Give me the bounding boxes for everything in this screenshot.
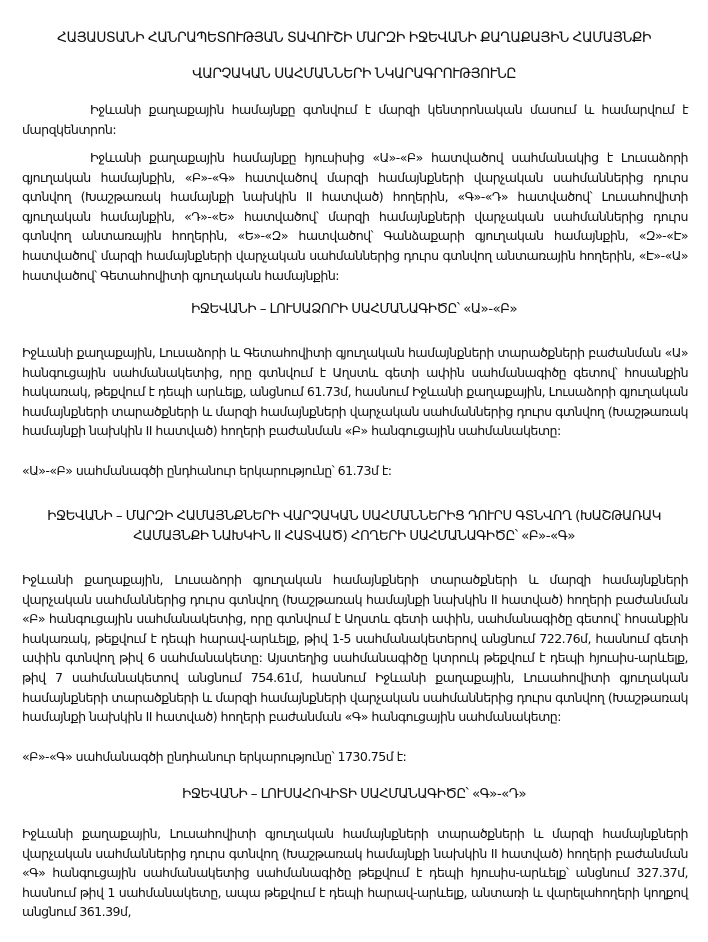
section-total-a-b: «Ա»-«Բ» սահմանագծի ընդհանուր երկարությունը՝ 61.73մ է: [22, 463, 392, 478]
section-heading-a-b: ԻՋԵՎԱՆԻ – ԼՈՒՍԱՁՈՐԻ ՍԱՀՄԱՆԱԳԻԾԸ՝ «Ա»-«Բ» [190, 301, 518, 317]
section-text-b-g: Իջևանի քաղաքային, Լուսաձորի գյուղական համայնքների տարածքների և մարզի համայնքների վարչական սահմաններից դուրս գտնվող (Խաշթառակ համայնքի նախկին II հատված) հողերի բաժանման «Բ» հանգուցային սահմանակետից, որը գտնվում է Աղստև գետի ափին, սահմանագիծը գետով՝ հոսանքին հակառակ, թեքվում է դեպի հարավ-արևելք, թիվ 1-5 սահմանակետերով անցնում 722.76մ, հասնում գետի ափին գտնվող թիվ 6 սահմանակետը: Այստեղից սահմանագիծը կտրուկ թեքվում է դեպի հյուսիս-արևելք, թիվ 7 սահմանակետով անցնում 754.61մ, հասնում Իջևանի քաղաքային, Լուսահովիտի գյուղական համայնքների տարածքների և մարզի համայնքների վարչական սահմաններից դուրս գտնվող (Խաշթառակ համայնքի նախկին II հատված) հողերի բաժանման «Գ» հանգուցային սահմանակետը: [22, 572, 688, 725]
section-heading-g-d: ԻՋԵՎԱՆԻ – ԼՈՒՍԱՀՈՎԻՏԻ ՍԱՀՄԱՆԱԳԻԾԸ՝ «Գ»-«Դ» [181, 786, 527, 802]
intro-paragraph-2: Իջևանի քաղաքային համայնքը հյուսիսից «Ա»-«Բ» հատվածով սահմանակից է Լուսաձորի գյուղական համայնքին, «Բ»-«Գ» հատվածով մարզի համայնքների վարչական սահմաններից դուրս գտնվող (Խաշթառակ համայնքի նախկին II հատված) հողերին, «Գ»-«Դ» հատվածով՝ Լուսահովիտի գյուղական համայնքին, «Դ»-«Ե» հատվածով՝ մարզի համայնքների վարչական սահմաններից դուրս գտնվող անտառային հողերին, «Ե»-«Զ» հատվածով՝ Գանձաքարի գյուղական համայնքին, «Զ»-«Է» հատվածով՝ մարզի համայնքների վարչական սահմաններից դուրս գտնվող անտառային հողերին, «Է»-«Ա» հատվածով՝ Գետահովիտի գյուղական համայնքին: [22, 150, 688, 283]
document-title-line-1: ՀԱՅԱՍՏԱՆԻ ՀԱՆՐԱՊԵՏՈՒԹՅԱՆ ՏԱՎՈՒՇԻ ՄԱՐԶԻ ԻՋԵՎԱՆԻ ՔԱՂԱՔԱՅԻՆ ՀԱՄԱՅՆՔԻ [57, 30, 651, 46]
section-total-b-g: «Բ»-«Գ» սահմանագծի ընդհանուր երկարությունը՝ 1730.75մ է: [22, 749, 407, 764]
document-title-line-2: ՎԱՐՉԱԿԱՆ ՍԱՀՄԱՆՆԵՐԻ ՆԿԱՐԱԳՐՈՒԹՅՈՒՆԸ [192, 66, 516, 82]
section-heading-b-g: ԻՋԵՎԱՆԻ – ՄԱՐԶԻ ՀԱՄԱՅՆՔՆԵՐԻ ՎԱՐՉԱԿԱՆ ՍԱՀՄԱՆՆԵՐԻՑ ԴՈՒՐՍ ԳՏՆՎՈՂ (ԽԱՇԹԱՌԱԿ ՀԱՄԱՅՆՔԻ ՆԱԽԿԻՆ II ՀԱՏՎԱԾ) ՀՈՂԵՐԻ ՍԱՀՄԱՆԱԳԻԾԸ՝ «Բ»-«Գ» [47, 508, 661, 544]
intro-paragraph-1: Իջևանի քաղաքային համայնքը գտնվում է մարզի կենտրոնական մասում և համարվում է մարզկենտրոն: [22, 102, 688, 137]
section-text-a-b: Իջևանի քաղաքային, Լուսաձորի և Գետահովիտի գյուղական համայնքների տարածքների բաժանման «Ա» հանգուցային սահմանակետից, որը գտնվում է Աղստև գետի ափին սահմանագիծը գետով՝ հոսանքին հակառակ, թեքվում է դեպի արևելք, անցնում 61.73մ, հասնում Իջևանի քաղաքային, Լուսաձորի գյուղական համայնքների տարածքների և մարզի համայնքների վարչական սահմաններից դուրս գտնվող (Խաշթառակ համայնքի նախկին II հատված) հողերի բաժանման «Բ» հանգուցային սահմանակետը: [22, 345, 688, 439]
section-text-g-d: Իջևանի քաղաքային, Լուսահովիտի գյուղական համայնքների տարածքների և մարզի համայնքների վարչական սահմաններից դուրս գտնվող (Խաշթառակ համայնքի նախկին II հատված) հողերի բաժանման «Գ» հանգուցային սահմանակետից սահմանագիծը թեքվում է դեպի հյուսիս-արևելք՝ անցնում 327.37մ, հասնում թիվ 1 սահմանակետը, ապա թեքվում է դեպի հարավ-արևելք, անտառի և վարելահողերի կողքով անցնում 361.39մ, [22, 826, 688, 920]
